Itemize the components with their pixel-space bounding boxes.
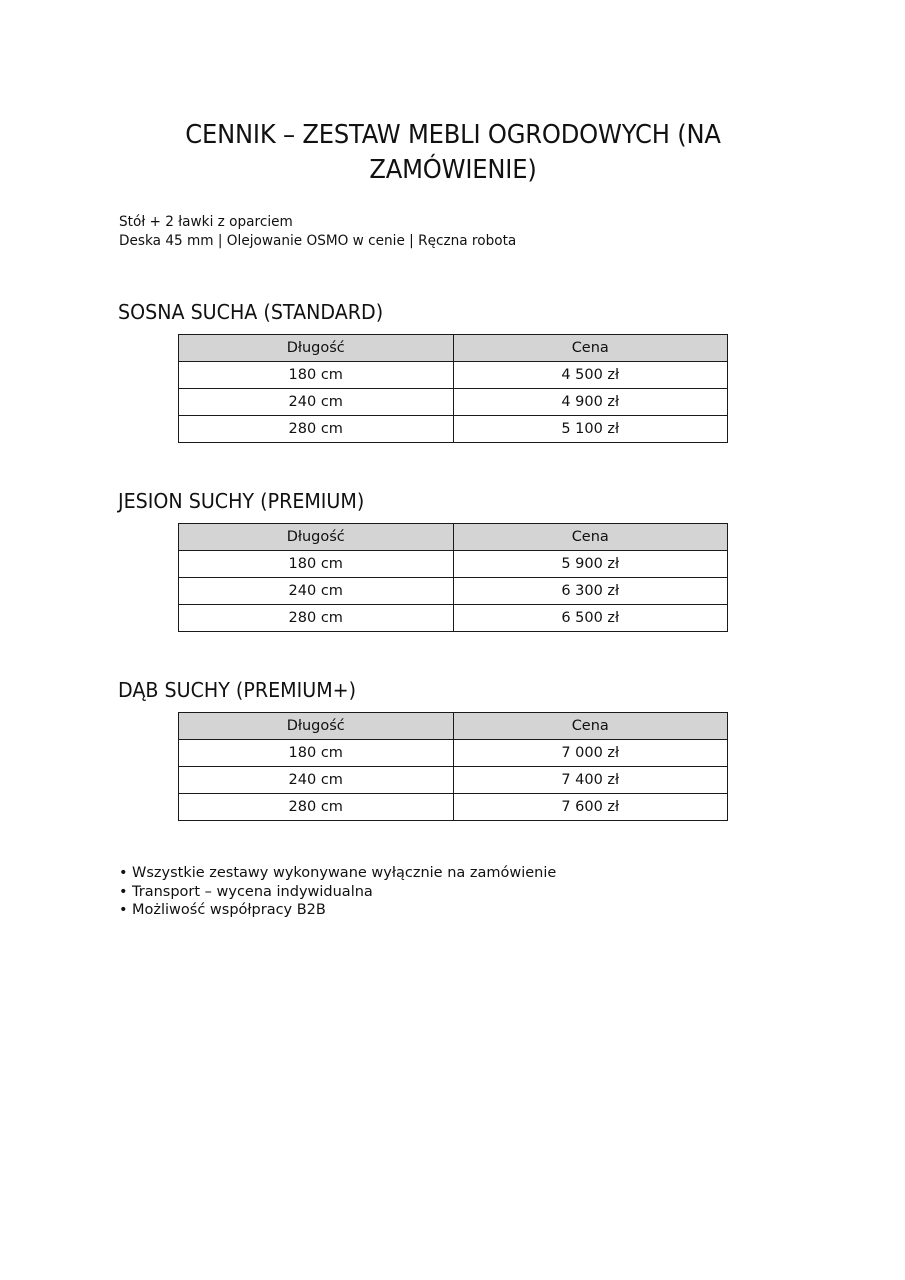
bullet-icon: • <box>119 865 128 881</box>
price-cell: 6 500 zł <box>453 605 728 632</box>
document-title: CENNIK – ZESTAW MEBLI OGRODOWYCH (NA ZAMÓWIENIE) <box>185 120 721 185</box>
list-item <box>119 901 556 920</box>
note-text: Transport – wycena indywidualna <box>132 883 373 900</box>
length-cell: 240 cm <box>179 578 454 605</box>
product-description-line: Stół + 2 ławki z oparciem <box>119 214 293 230</box>
section-heading-jesion: JESION SUCHY (PREMIUM) <box>118 489 365 513</box>
bullet-icon: • <box>119 902 128 918</box>
section-heading-sosna: SOSNA SUCHA (STANDARD) <box>118 300 384 324</box>
price-cell: 5 100 zł <box>453 416 728 443</box>
price-table-dab <box>178 712 728 821</box>
note-text: Możliwość współpracy B2B <box>132 902 326 918</box>
length-cell: 280 cm <box>179 416 454 443</box>
length-cell: 240 cm <box>179 389 454 416</box>
table-header-row <box>179 524 728 551</box>
product-description-line: Deska 45 mm | Olejowanie OSMO w cenie | Ręczna robota <box>119 233 517 249</box>
note-text: Wszystkie zestawy wykonywane wyłącznie na zamówienie <box>132 865 557 881</box>
table-row <box>179 362 728 389</box>
length-cell: 180 cm <box>179 740 454 767</box>
price-cell: 5 900 zł <box>453 551 728 578</box>
price-cell: 6 300 zł <box>453 578 728 605</box>
table-header-row <box>179 335 728 362</box>
notes-list <box>119 864 556 920</box>
column-header-price: Cena <box>453 335 728 362</box>
column-header-length: Długość <box>179 524 454 551</box>
column-header-price: Cena <box>453 713 728 740</box>
length-cell: 280 cm <box>179 794 454 821</box>
table-row <box>179 740 728 767</box>
price-table-jesion <box>178 523 728 632</box>
table-row <box>179 551 728 578</box>
price-cell: 7 000 zł <box>453 740 728 767</box>
table-row <box>179 767 728 794</box>
product-description <box>119 213 516 251</box>
table-row <box>179 416 728 443</box>
length-cell: 180 cm <box>179 551 454 578</box>
price-cell: 4 500 zł <box>453 362 728 389</box>
table-row <box>179 578 728 605</box>
price-cell: 7 600 zł <box>453 794 728 821</box>
section-heading-dab: DĄB SUCHY (PREMIUM+) <box>118 678 357 702</box>
length-cell: 180 cm <box>179 362 454 389</box>
price-table-sosna <box>178 334 728 443</box>
column-header-length: Długość <box>179 713 454 740</box>
table-header-row <box>179 713 728 740</box>
list-item <box>119 864 556 883</box>
table-row <box>179 605 728 632</box>
column-header-price: Cena <box>453 524 728 551</box>
length-cell: 240 cm <box>179 767 454 794</box>
column-header-length: Długość <box>179 335 454 362</box>
table-row <box>179 794 728 821</box>
bullet-icon: • <box>119 883 128 900</box>
list-item <box>119 883 556 902</box>
price-cell: 4 900 zł <box>453 389 728 416</box>
price-cell: 7 400 zł <box>453 767 728 794</box>
table-row <box>179 389 728 416</box>
length-cell: 280 cm <box>179 605 454 632</box>
